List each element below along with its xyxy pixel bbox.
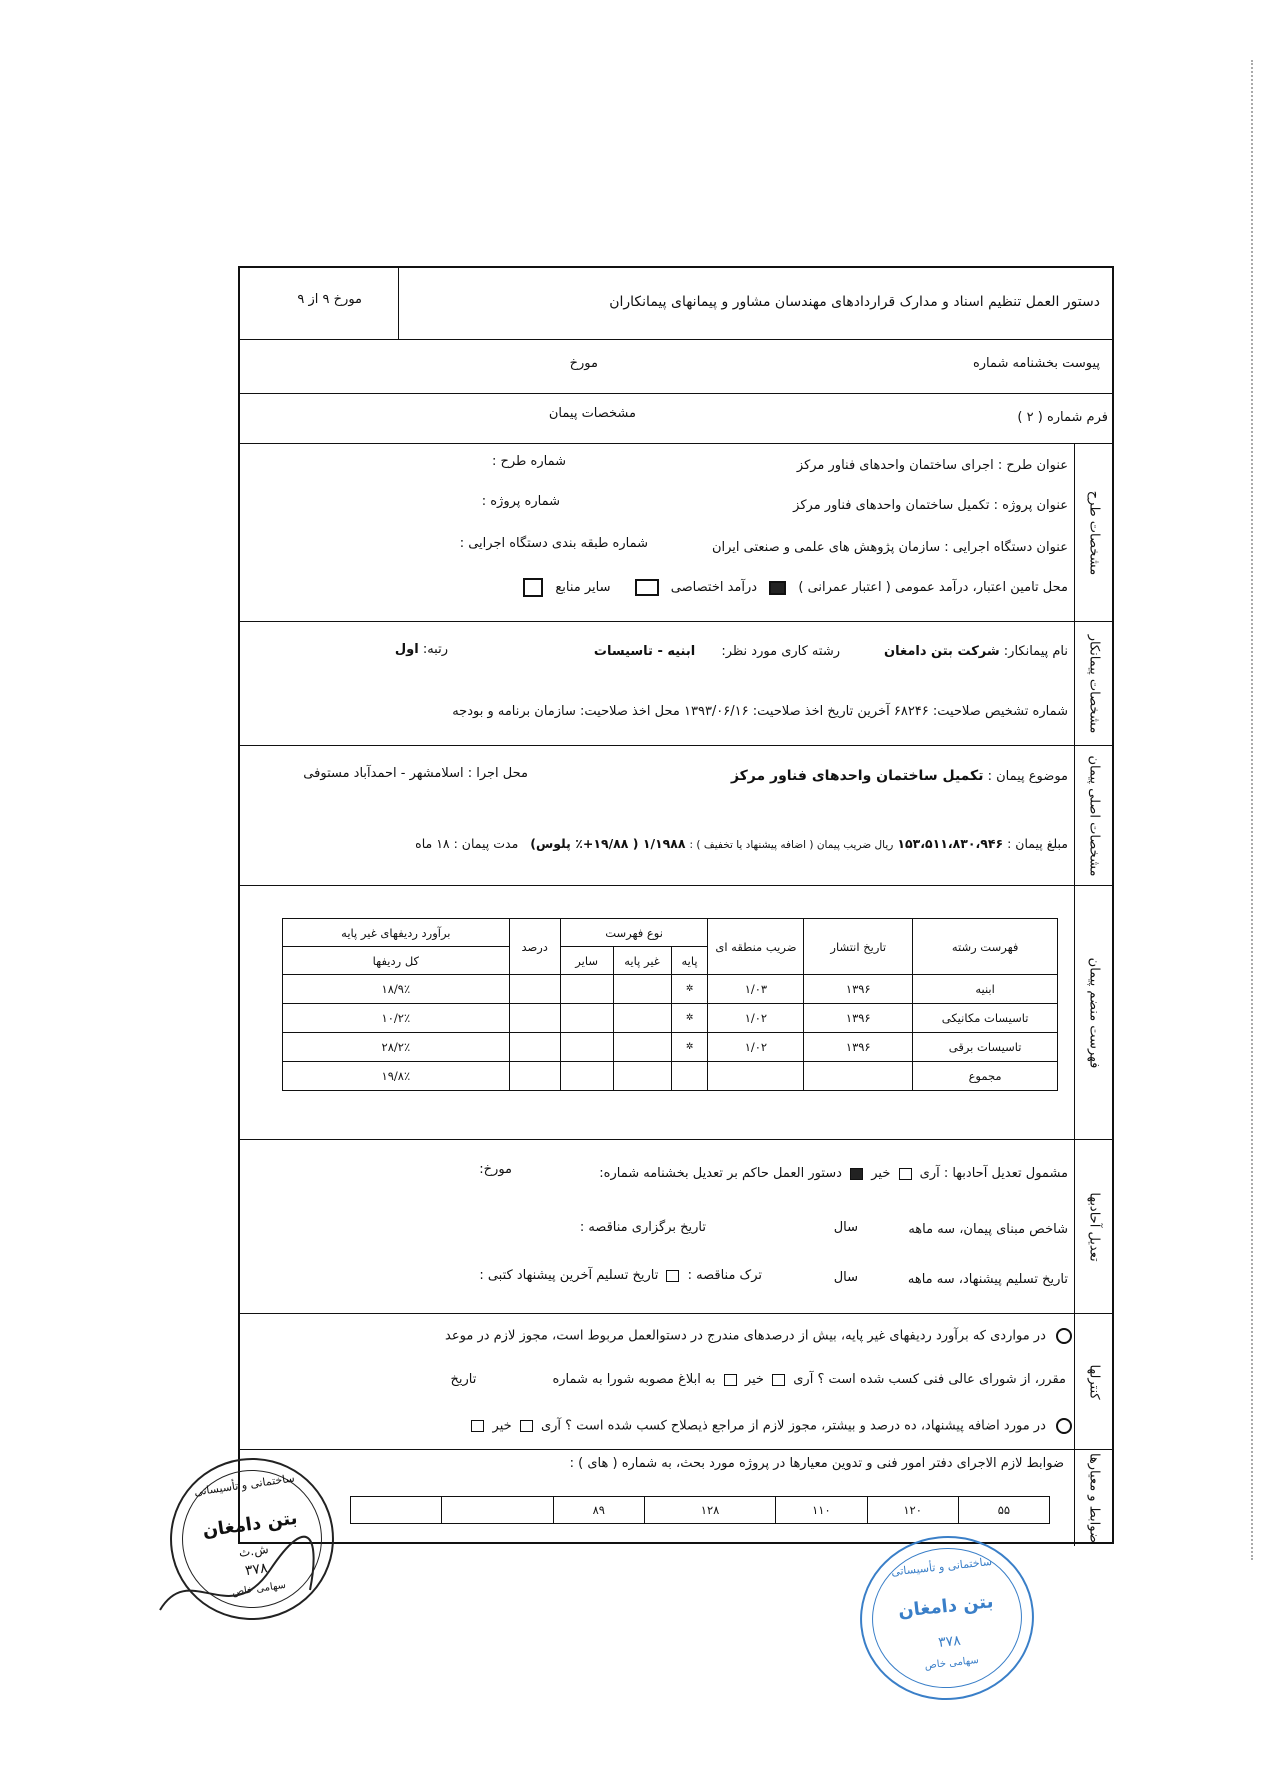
page-number-box [240,268,399,339]
standard-number: ۸۹ [553,1497,644,1524]
form-title-row [240,394,1112,444]
plan-title: عنوان طرح : اجرای ساختمان واحدهای فناور مرکز [796,458,1068,473]
contract-subject-line: موضوع پیمان : تکمیل ساختمان واحدهای فناور مرکز [730,768,1068,784]
contract-amount-line: مبلغ پیمان : ۱۵۳،۵۱۱،۸۳۰،۹۴۶ ریال ضریب پیمان ( اضافه پیشنهاد یا تخفیف ) : ۱/۱۹۸۸ ( ۱۹/۸۸+٪ پلوس) مدت پیمان : ۱۸ ماه [415,836,1068,851]
controls-line-3: در مورد اضافه پیشنهاد، ده درصد و بیشتر، مجوز لازم از مراجع ذیصلاح کسب شده است ؟ آری خیر [411,1418,1072,1434]
contract-subject: تکمیل ساختمان واحدهای فناور مرکز [730,768,984,784]
adjustment-include-line: مشمول تعدیل آحادبها : آری خیر دستور العمل حاکم بر تعدیل بخشنامه شماره: [599,1166,1068,1181]
funding-dedicated-label: درآمد اختصاصی [670,580,758,595]
header-percent: درصد [509,919,560,975]
standards-text: ضوابط لازم الاجرای دفتر امور فنی و تدوین معیارها در پروژه مورد بحث، به شماره ( های ) : [569,1456,1064,1471]
offer-date-label: تاریخ تسلیم پیشنهاد، سه ماهه [907,1272,1068,1287]
base-index-label: شاخص مبنای پیمان، سه ماهه [908,1222,1068,1237]
controls-section [240,1314,1112,1450]
council-no-checkbox[interactable] [724,1374,737,1386]
adjustment-section [240,1140,1112,1314]
document-title: دستور العمل تنظیم اسناد و مدارک قراردادهای مهندسان مشاور و پیمانهای پیمانکاران [609,294,1100,310]
project-number: شماره پروژه : [481,494,560,509]
contractor-name-line: نام پیمانکار: شرکت بتن دامغان [884,644,1068,659]
form-number: فرم شماره ( ۲ ) [1017,410,1108,425]
tender-leave-line: ترک مناقصه : تاریخ تسلیم آخرین پیشنهاد کتبی : [479,1268,762,1283]
sum-row: مجموع ۱۹/۸٪ [283,1062,1058,1091]
contract-amount: ۱۵۳،۵۱۱،۸۳۰،۹۴۶ [897,836,1004,851]
base-year-label: سال [833,1220,858,1235]
contractor-section [240,622,1112,746]
controls-side-label: کنترلها [1074,1314,1112,1449]
standard-number: ۱۲۰ [867,1497,958,1524]
header-base: پایه [671,947,708,975]
council-yes-checkbox[interactable] [772,1374,785,1386]
contract-side-label: مشخصات اصلی پیمان [1074,746,1112,885]
signature [150,1500,330,1630]
controls-line-2: مقرر، از شورای عالی فنی کسب شده است ؟ آری خیر به ابلاغ مصوبه شورا به شماره تاریخ [450,1372,1066,1387]
contract-coefficient: ۱/۱۹۸۸ ( ۱۹/۸۸+٪ پلوس) [530,836,686,851]
standard-number: ۱۱۰ [776,1497,867,1524]
header-row [240,268,1112,340]
standards-numbers-table [350,1496,1050,1524]
price-list-section [240,886,1112,1140]
contractor-rank-line: رتبه: اول [394,642,448,657]
funding-label: محل تامین اعتبار، درآمد عمومی ( اعتبار عمرانی ) [798,580,1068,595]
contract-duration: مدت پیمان : ۱۸ ماه [415,836,519,851]
contract-section [240,746,1112,886]
standard-number: ۱۲۸ [644,1497,775,1524]
dated-label: مورخ [569,356,598,371]
header-other: سایر [560,947,613,975]
scan-edge-mark [1249,60,1253,1560]
project-title: عنوان پروژه : تکمیل ساختمان واحدهای فناور مرکز [793,498,1068,513]
adjustment-side-label: تعدیل آحادبها [1074,1140,1112,1313]
standard-number [442,1497,553,1524]
controls-bullet-3[interactable] [1056,1418,1072,1434]
contractor-field-line: رشته کاری مورد نظر: ابنیه - تاسیسات [593,644,840,659]
header-field: فهرست رشته [913,919,1058,975]
plan-side-label: مشخصات طرح [1074,444,1112,621]
contract-form [238,266,1114,1544]
funding-public-checkbox[interactable] [769,581,786,595]
header-publish: تاریخ انتشار [804,919,913,975]
contractor-side-label: مشخصات پیمانکار [1074,622,1112,745]
adjustment-no-checkbox[interactable] [850,1168,863,1180]
standard-number: ۵۵ [958,1497,1049,1524]
header-type: نوع فهرست [560,919,708,947]
funding-line [515,578,1068,597]
contract-location: محل اجرا : اسلامشهر - احمدآباد مستوفی [303,766,528,781]
header-all-rows: کل ردیفها [283,947,510,975]
qualification-line: شماره تشخیص صلاحیت: ۶۸۲۴۶ آخرین تاریخ اخذ صلاحیت: ۱۳۹۳/۰۶/۱۶ محل اخذ صلاحیت: سازمان برنامه و بودجه [452,704,1068,719]
controls-line-1: در مواردی که برآورد ردیفهای غیر پایه، بیش از درصدهای مندرج در دستوالعمل مربوط است، مجوز لازم در موعد [445,1328,1072,1344]
contractor-rank: اول [394,642,419,657]
plan-number: شماره طرح : [491,454,566,469]
plan-section [240,444,1112,622]
adjustment-dated: مورخ: [479,1162,512,1177]
company-stamp-black: ساختمانی و تأسیساتی بتن دامغان ش.ث ۳۷۸ سهامی خاص [160,1447,345,1630]
agency-title: عنوان دستگاه اجرایی : سازمان پژوهش های علمی و صنعتی ایران [711,540,1068,555]
adjustment-yes-checkbox[interactable] [899,1168,912,1180]
standards-side-label: ضوابط و معیارها [1074,1450,1112,1546]
controls-bullet-1[interactable] [1056,1328,1072,1344]
table-row: تاسیسات برقی ۱۳۹۶ ۱/۰۲ ✲ ۲۸/۲٪ [283,1033,1058,1062]
offer-year-label: سال [833,1270,858,1285]
contractor-name: شرکت بتن دامغان [884,644,1000,659]
tender-leave-checkbox[interactable] [666,1270,679,1282]
table-row: تاسیسات مکانیکی ۱۳۹۶ ۱/۰۲ ✲ ۱۰/۲٪ [283,1004,1058,1033]
page-number: مورخ ۹ از ۹ [297,292,362,307]
funding-other-checkbox[interactable] [523,578,543,597]
standards-section [240,1450,1112,1546]
sum-total: ۱۹/۸٪ [283,1062,510,1091]
funding-dedicated-checkbox[interactable] [635,579,659,596]
standard-number [351,1497,442,1524]
header-regional: ضریب منطقه ای [708,919,804,975]
agency-class: شماره طبقه بندی دستگاه اجرایی : [459,536,648,551]
circular-row [240,340,1112,394]
form-title: مشخصات پیمان [548,406,636,421]
attachment-label: پیوست بخشنامه شماره [972,356,1100,371]
company-stamp-blue: ساختمانی و تأسیساتی بتن دامغان ۳۷۸ سهامی خاص [852,1527,1042,1708]
price-list-side-label: فهرست منضم پیمان [1074,886,1112,1139]
price-list-table [282,918,1058,1091]
tender-date-label: تاریخ برگزاری مناقصه : [579,1220,706,1235]
header-estimate: برآورد ردیفهای غیر پایه [283,919,510,947]
increase-yes-checkbox[interactable] [520,1420,533,1432]
table-row: ابنیه ۱۳۹۶ ۱/۰۳ ✲ ۱۸/۹٪ [283,975,1058,1004]
funding-other-label: سایر منابع [555,580,611,595]
header-non-base: غیر پایه [613,947,671,975]
contractor-field: ابنیه - تاسیسات [593,644,696,659]
increase-no-checkbox[interactable] [471,1420,484,1432]
